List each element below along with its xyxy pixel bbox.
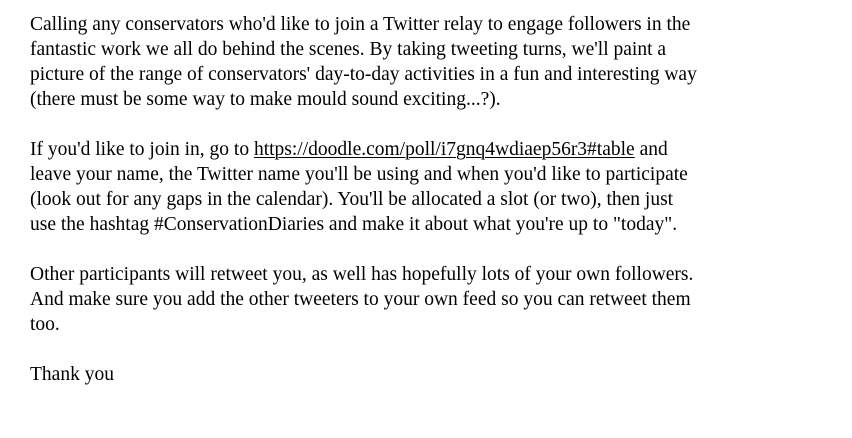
text-line: use the hashtag #ConservationDiaries and make it about what you're up to "today". bbox=[30, 214, 678, 235]
text-line: leave your name, the Twitter name you'll be using and when you'd like to participate bbox=[30, 164, 688, 185]
text-line: picture of the range of conservators' day-to-day activities in a fun and interesting way bbox=[30, 64, 697, 85]
doodle-poll-link[interactable]: https://doodle.com/poll/i7gnq4wdiaep56r3#table bbox=[253, 139, 635, 160]
text-line: (there must be some way to make mould sound exciting...?). bbox=[30, 89, 501, 110]
paragraph-intro bbox=[30, 12, 840, 112]
text-fragment: If you'd like to join in, go to bbox=[30, 139, 254, 160]
text-line-with-link bbox=[30, 137, 840, 162]
document-body bbox=[30, 12, 840, 387]
text-line: fantastic work we all do behind the scenes. By taking tweeting turns, we'll paint a bbox=[30, 39, 667, 60]
text-fragment: and bbox=[634, 139, 668, 160]
text-line: Thank you bbox=[30, 364, 114, 385]
text-line: Calling any conservators who'd like to join a Twitter relay to engage followers in the bbox=[30, 14, 691, 35]
text-line: And make sure you add the other tweeters to your own feed so you can retweet them bbox=[30, 289, 691, 310]
paragraph-retweet bbox=[30, 262, 840, 337]
closing-line bbox=[30, 362, 840, 387]
text-line: Other participants will retweet you, as well has hopefully lots of your own followers. bbox=[30, 264, 694, 285]
paragraph-instructions bbox=[30, 137, 840, 237]
text-line: (look out for any gaps in the calendar). You'll be allocated a slot (or two), then just bbox=[30, 189, 674, 210]
text-line: too. bbox=[30, 314, 60, 335]
